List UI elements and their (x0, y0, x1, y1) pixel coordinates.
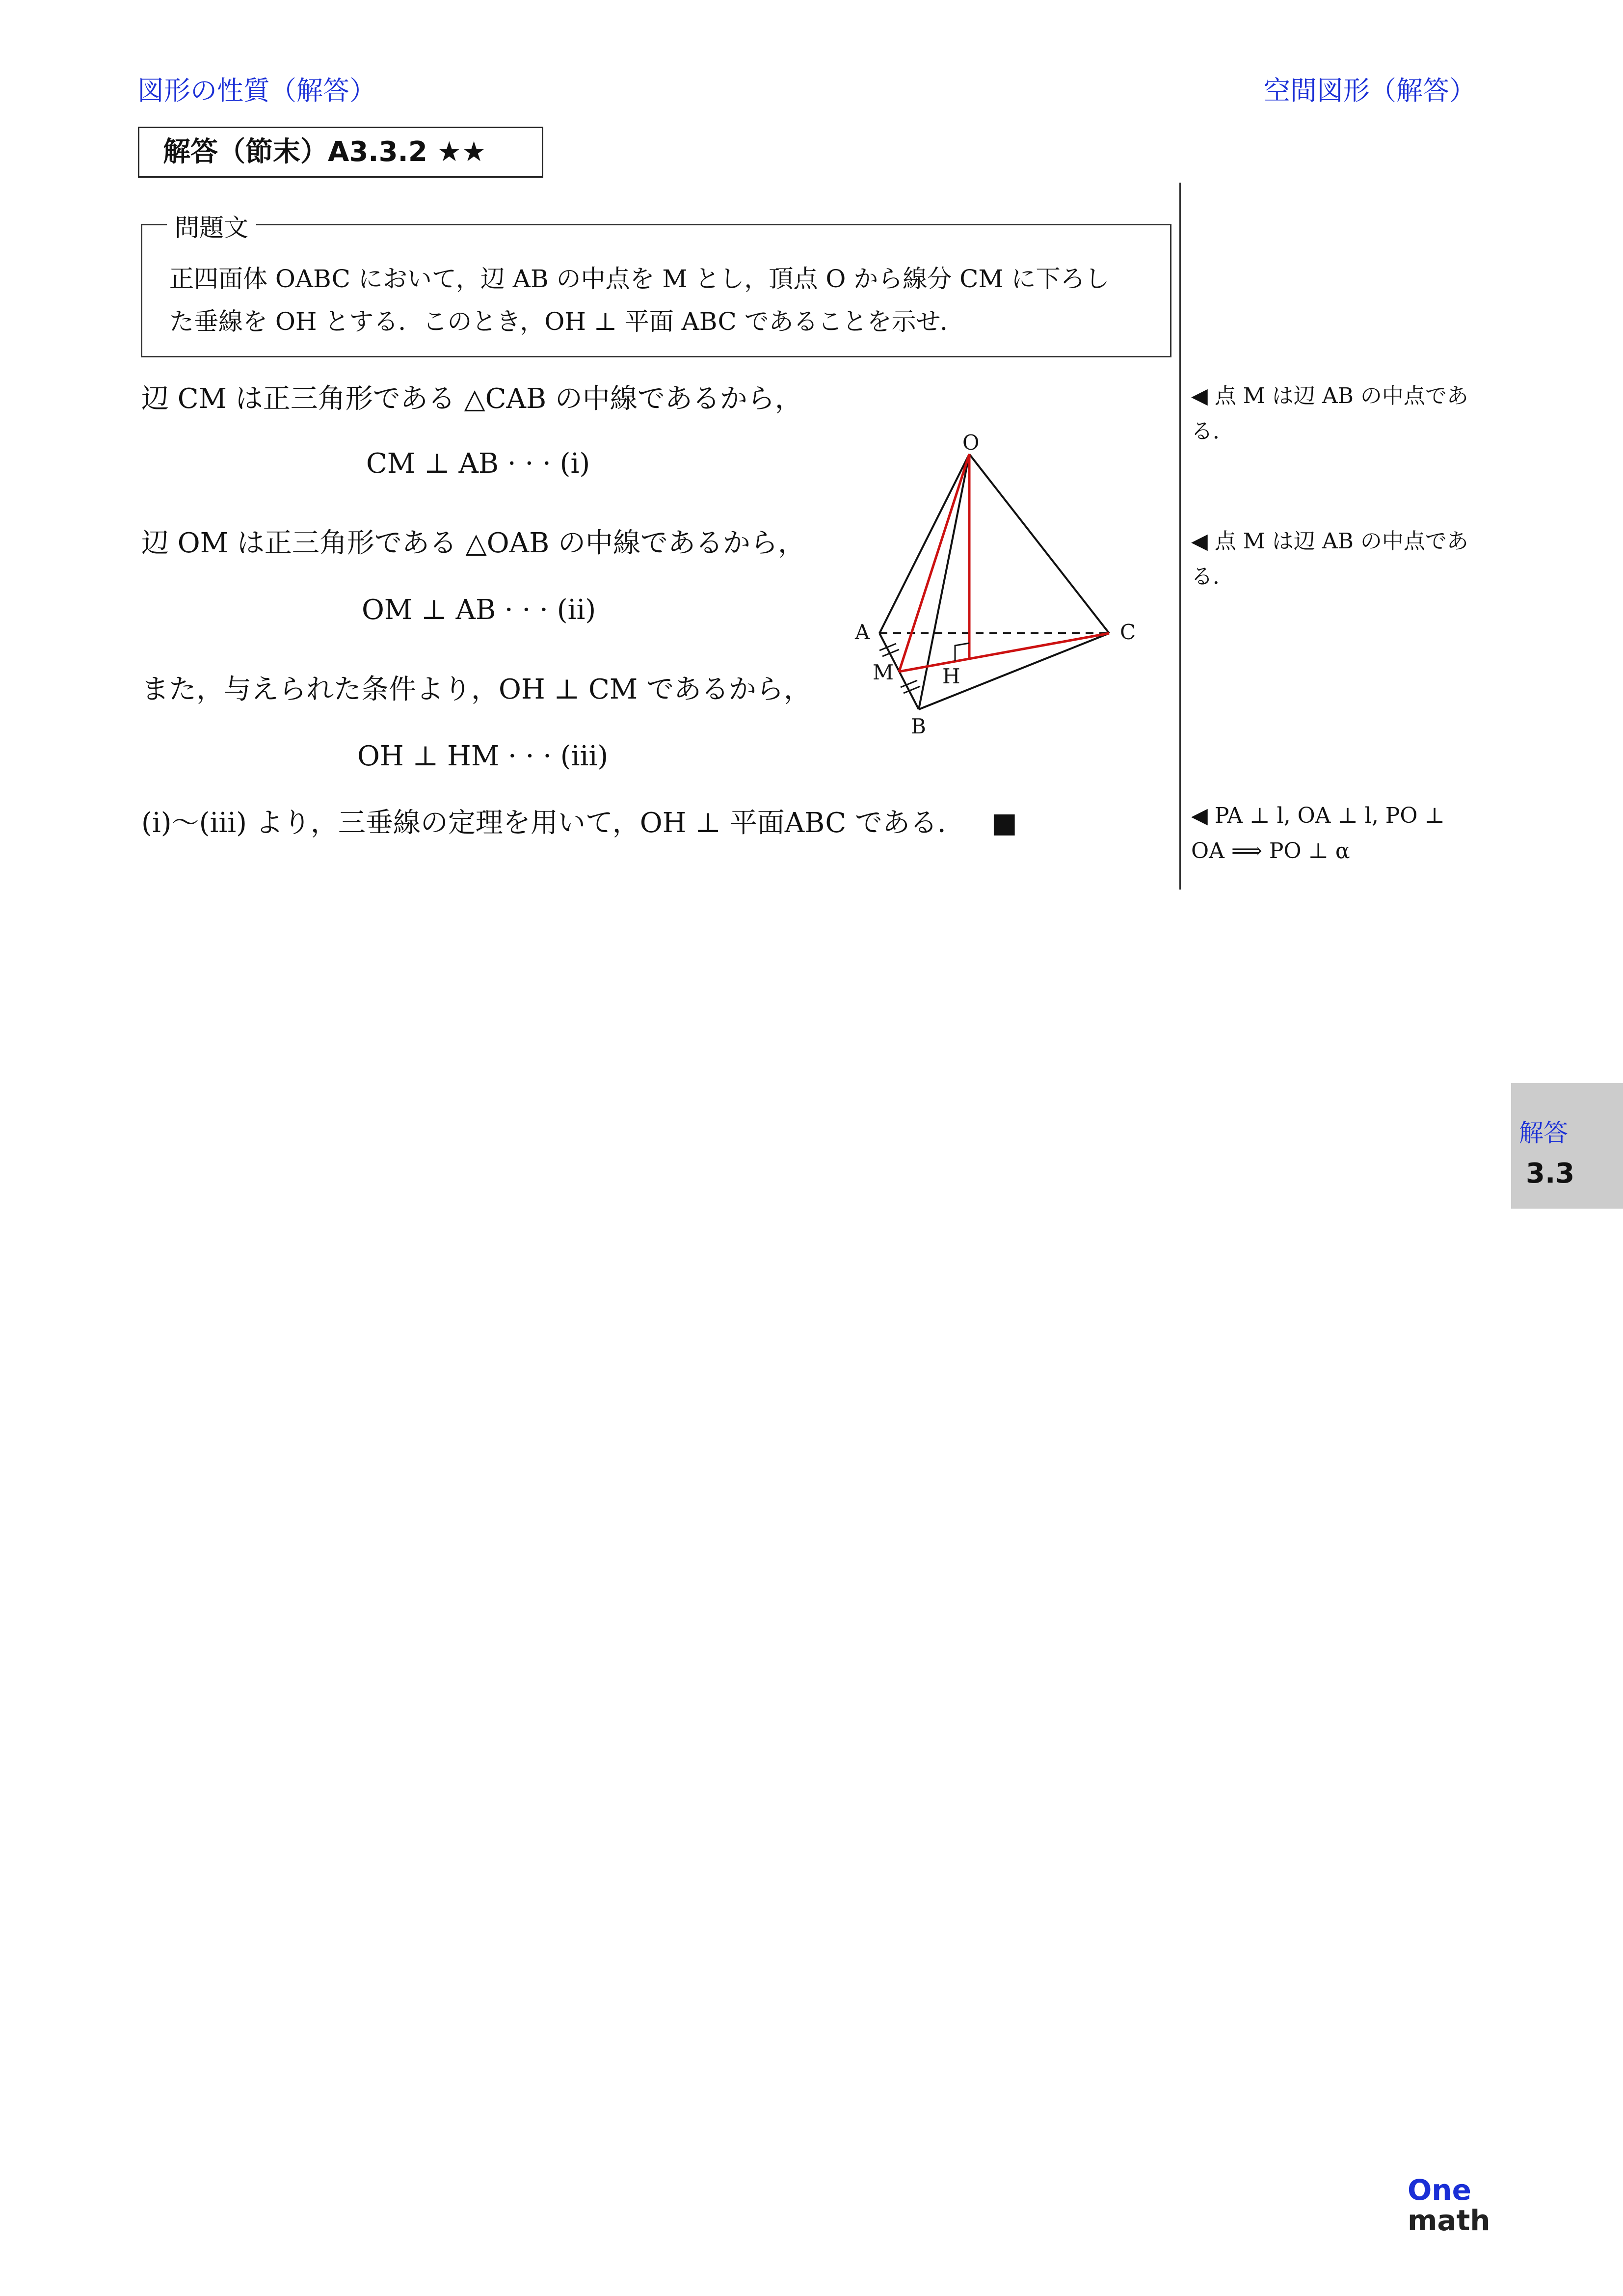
tick-MB-1 (901, 680, 917, 687)
margin-note-1-line-2: る． (1191, 419, 1234, 444)
margin-note-2-line-1: ◀ 点 M は辺 AB の中点であ (1191, 529, 1468, 554)
solution-paragraph-1: 辺 CM は正三角形である △CAB の中線であるから， (141, 383, 802, 415)
edge-OC (969, 454, 1109, 633)
margin-note-3-line-2: OA ⟹ PO ⊥ α (1191, 838, 1350, 864)
label-H: H (942, 664, 960, 688)
edge-OA (879, 454, 969, 633)
section-tab (1511, 1083, 1623, 1209)
logo-line-one: One (1408, 2173, 1471, 2207)
header-right-title: 空間図形（解答） (1264, 75, 1476, 106)
label-A: A (855, 620, 870, 644)
logo-line-math: math (1408, 2204, 1490, 2237)
qed-mark: ■ (991, 807, 1017, 839)
solution-paragraph-4-text: (i)〜(iii) より，三垂線の定理を用いて，OH ⊥ 平面ABC である． (141, 807, 965, 839)
margin-note-1-line-1: ◀ 点 M は辺 AB の中点であ (1191, 383, 1468, 408)
solution-paragraph-3: また，与えられた条件より，OH ⊥ CM であるから， (141, 674, 811, 705)
label-B: B (911, 714, 926, 738)
onemath-logo (1408, 2175, 1490, 2236)
margin-note-3-line-1: ◀ PA ⊥ l, OA ⊥ l, PO ⊥ (1191, 803, 1445, 828)
tetrahedron-figure (825, 432, 1148, 756)
solution-paragraph-2: 辺 OM は正三角形である △OAB の中線であるから， (141, 527, 806, 559)
margin-divider (1179, 183, 1181, 890)
solution-paragraph-4 (141, 801, 1017, 840)
section-tab-label: 解答 (1519, 1119, 1568, 1147)
solution-title: 解答（節末）A3.3.2 ★★ (138, 127, 543, 178)
label-M: M (873, 660, 894, 684)
solution-equation-1: CM ⊥ AB · · · (i) (366, 448, 590, 480)
section-tab-number: 3.3 (1526, 1158, 1575, 1189)
problem-text-line-1: 正四面体 OABC において，辺 AB の中点を M とし，頂点 O から線分 CM に下ろし (169, 265, 1110, 293)
solution-equation-3: OH ⊥ HM · · · (iii) (357, 740, 609, 772)
tick-MB-2 (904, 686, 920, 693)
label-O: O (962, 432, 980, 455)
problem-label: 問題文 (167, 208, 256, 243)
label-C: C (1120, 620, 1136, 644)
problem-text-line-2: た垂線を OH とする．このとき，OH ⊥ 平面 ABC であることを示せ． (169, 307, 965, 336)
solution-equation-2: OM ⊥ AB · · · (ii) (362, 594, 596, 626)
segment-OM (899, 454, 969, 672)
header-left-title: 図形の性質（解答） (137, 75, 376, 106)
margin-note-2-line-2: る． (1191, 564, 1234, 589)
